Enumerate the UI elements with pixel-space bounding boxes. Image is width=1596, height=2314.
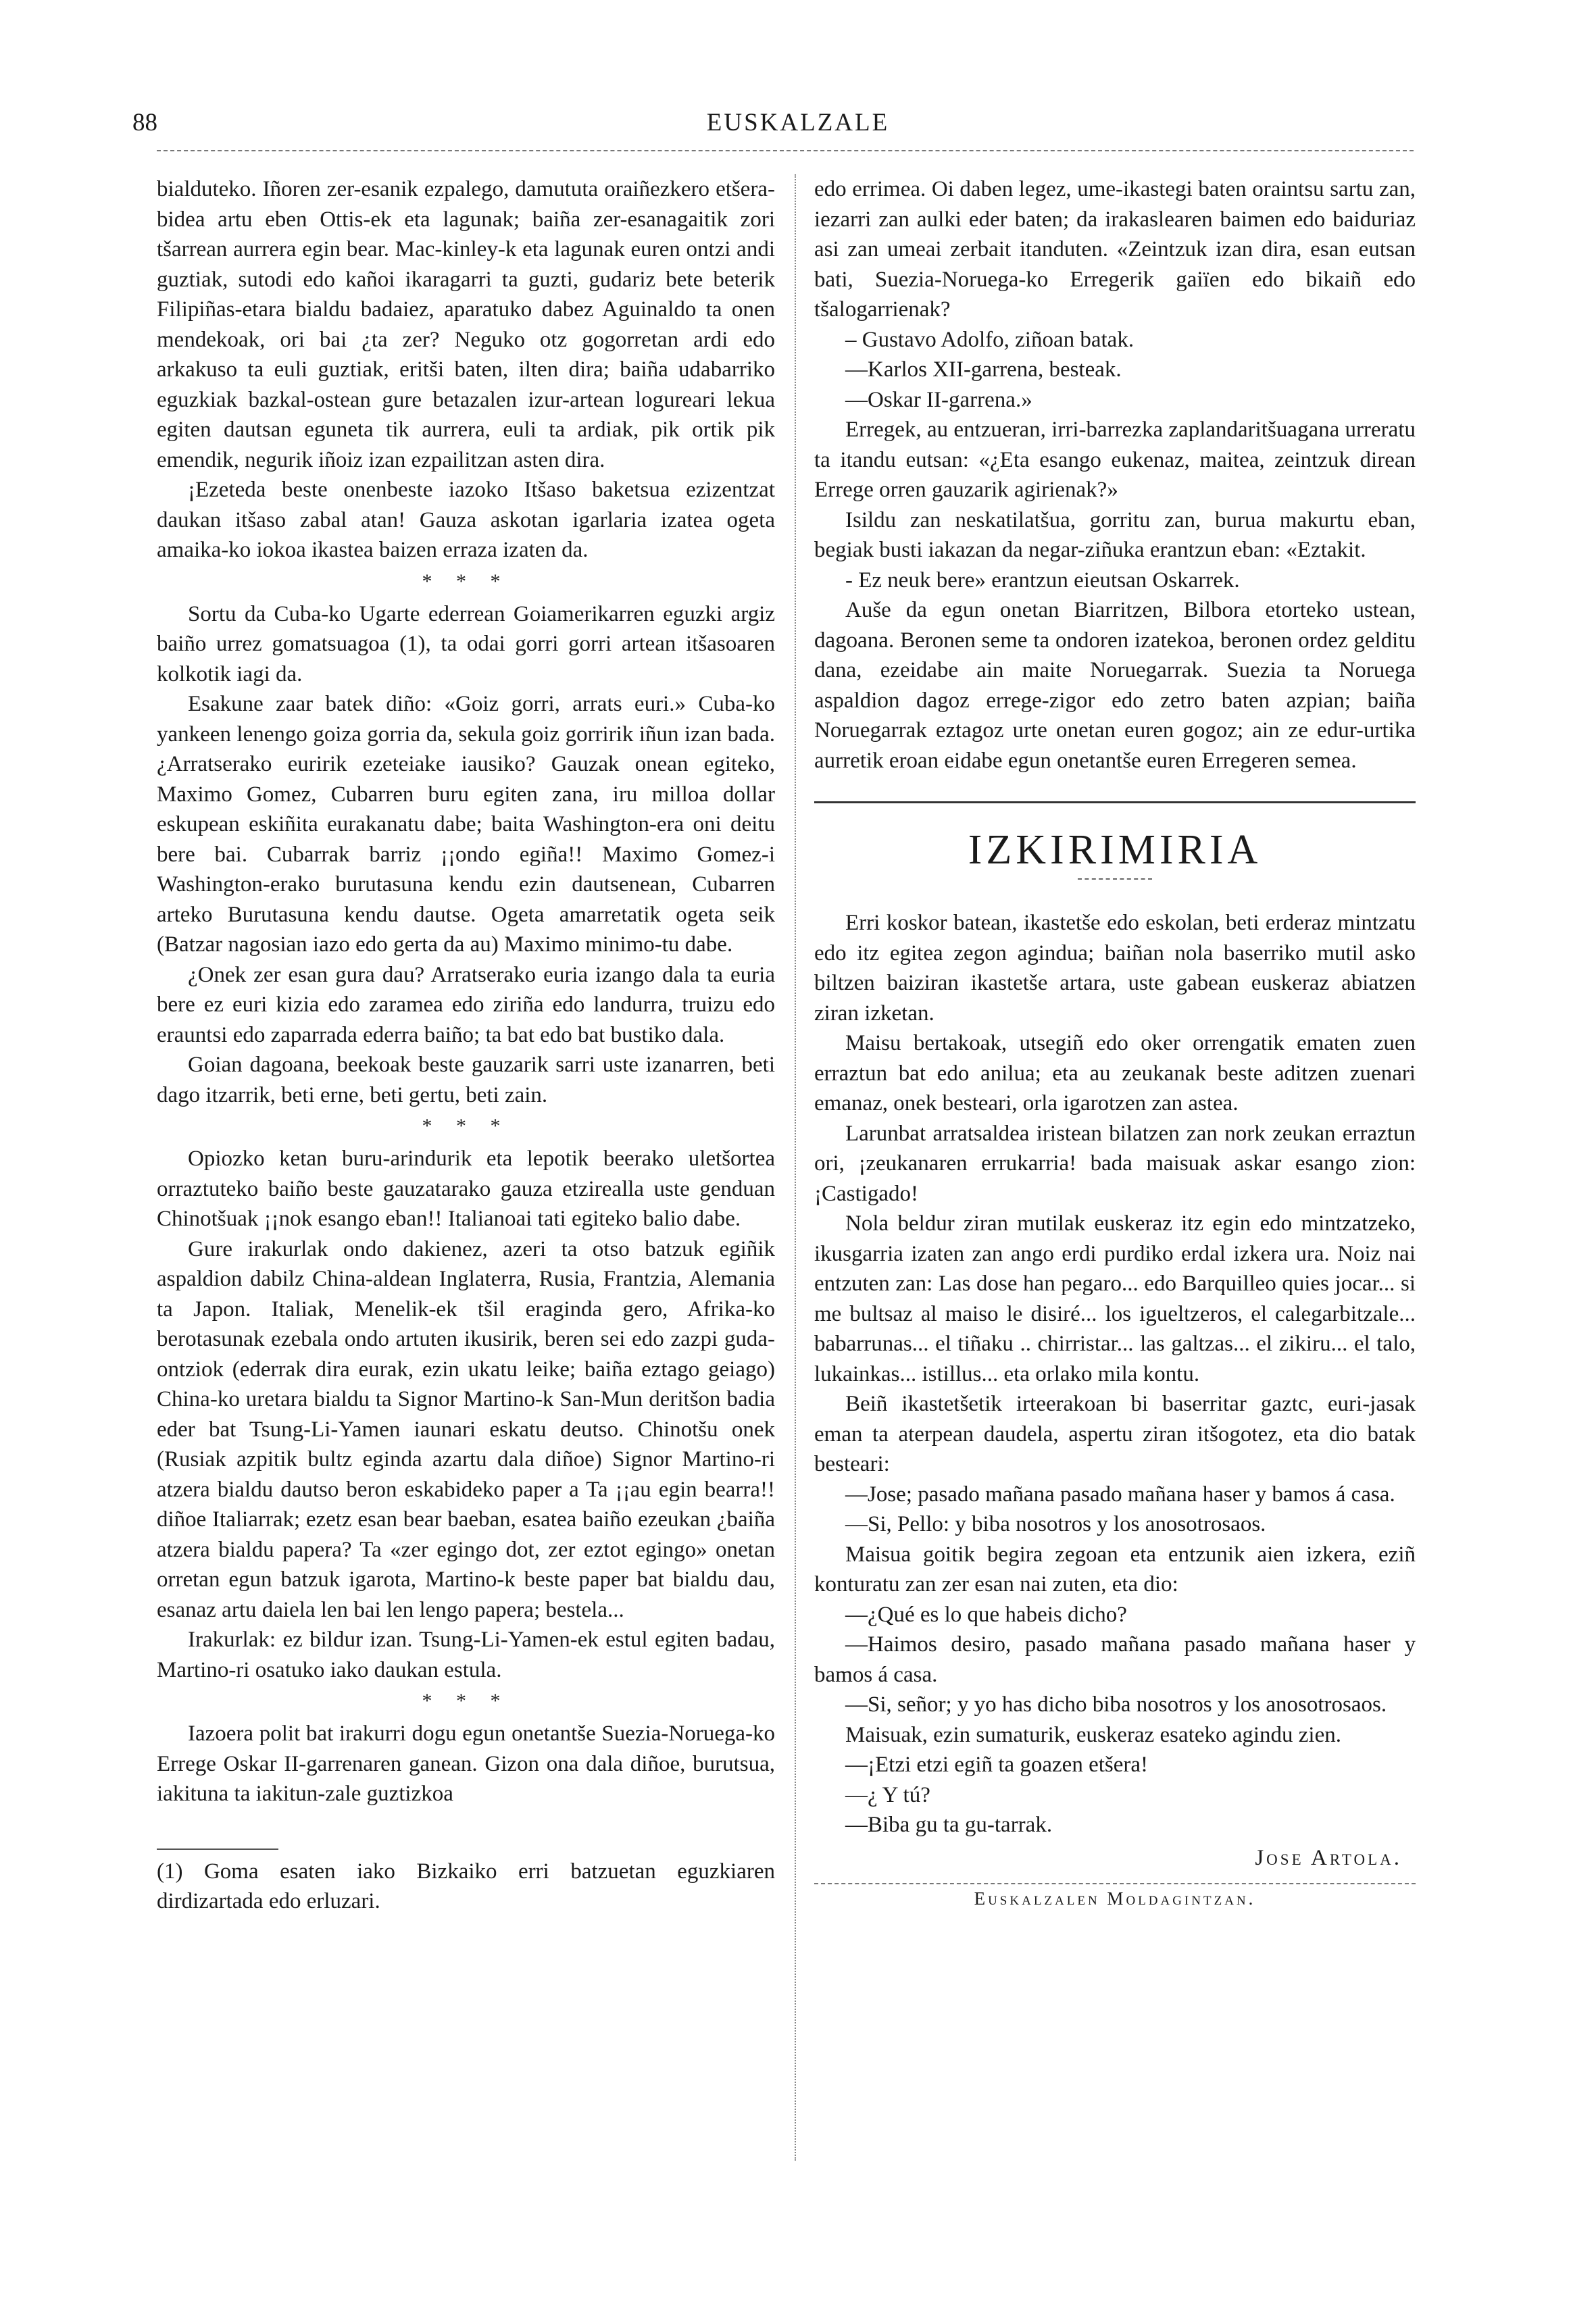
section-separator: * * *: [422, 1690, 510, 1712]
dialogue-line: - Ez neuk bere» erantzun eieutsan Oskarrek.: [845, 568, 1240, 593]
page-number: 88: [132, 109, 157, 136]
paragraph: Larunbat arratsaldea iristean bilatzen zan nork zeukan erraztun ori, ¡zeukanaren errukarria! bada maisuak askar esango zion: ¡Castigado!: [814, 1121, 1416, 1206]
dialogue-line: —Biba gu ta gu-tarrak.: [845, 1813, 1053, 1837]
colophon-rule: [814, 1883, 1416, 1884]
paragraph: Maisua goitik begira zegoan eta entzunik aien izkera, eziñ konturatu zan zer esan nai zuten, eta dio:: [814, 1542, 1416, 1596]
paragraph: Gure irakurlak ondo dakienez, azeri ta otso batzuk egiñik aspaldion dabilz China-aldean Inglaterra, Rusia, Frantzia, Alemania ta Japon. Italiak, Menelik-ek tšil eraginda gero, Afrika-ko berotasunak ezebala ondo artuten ikusirik, beren sei edo zazpi guda-ontziok (ederrak dira eurak, ezin ukatu leike; baiña eztago geiago) China-ko uretara bialdu ta Signor Martino-k San-Mun deritšon badia eder bat Tsung-Li-Yamen iaunari eskatu deutso. Chinotšu onek (Rusiak azpitik bultz egindа azartu dala diñoe) Signor Martino-ri atzera bialdu dautso beron eskabideko paper a Ta ¡¡au egin bearra!! diñoe Italiarrak; ezetz esan bear baeban, esatea baiño ezeukan ¿baiña atzera bialdu papera? Ta «zer egingo dot, zer eztot egingo» onetan orretan egun batzuk igarota, Martino-k beste paper bat bialdu dau, esanaz artu daiela len bai len lengo papera; bestela...: [157, 1236, 775, 1622]
dialogue-line: —Karlos XII-garrena, besteak.: [845, 357, 1122, 382]
dialogue-line: —Oskar II-garrena.»: [845, 387, 1032, 412]
paragraph: Beiñ ikastetšetik irteerakoan bi baserritar gaztc, euri-jasak eman ta aterpean daudela, aspertu ziran itšogotez, eta dio batak besteari:: [814, 1392, 1416, 1476]
section-separator: * * *: [422, 570, 510, 593]
paragraph: Goian dagoana, beekoak beste gauzarik sarri uste izanarren, beti dago itzarrik, beti erne, beti gertu, beti zain.: [157, 1053, 775, 1107]
dialogue-line: —Jose; pasado mañana pasado mañana haser y bamos á casa.: [845, 1482, 1395, 1507]
paragraph: Maisu bertakoak, utsegiñ edo oker orrengatik ematen zuen erraztun bat edo anilua; eta au zeukanak beste aditzen zuenari emanaz, onek besteari, orla igarotzen zan astea.: [814, 1031, 1416, 1115]
dialogue-line: —Si, señor; y yo has dicho biba nosotros y los anosotrosaos.: [845, 1692, 1387, 1717]
printer-colophon: Euskalzalen Moldagintzan.: [974, 1888, 1256, 1909]
paragraph: Opiozko ketan buru-arindurik eta lepotik beerako uletšortea orraztuteko baiño beste gauzatarako gauza etzirealla uste genduan Chinotšuak ¡¡nok esango eban!! Italianoai tati egiteko balio dabe.: [157, 1147, 775, 1231]
section-title: IZKIRIMIRIA: [968, 827, 1262, 873]
paragraph: Auše da egun onetan Biarritzen, Bilbora etorteko ustean, dagoana. Beronen seme ta ondoren izatekoa, beronen ordez gelditu dana, ezeidabe ain maite Noruegarrak. Suezia ta Noruega aspaldion dagoz errege-zigor edo zetro baten azpian; baiña Noruegarrak eztagoz urte onetan euren gogoz; ain ze edur-urtika aurretik eroan eidabe egun onetantše euren Erregeren semea.: [814, 598, 1416, 773]
right-column: [814, 174, 1416, 1909]
paragraph: Sortu da Cuba-ko Ugarte ederrean Goiamerikarren eguzki argiz baiño urrez gomatsuagoa (1), ta odai gorri gorri artean itšasoaren kolkotik iagi da.: [157, 601, 775, 686]
paragraph: Maisuak, ezin sumaturik, euskeraz esateko agindu zien.: [845, 1722, 1341, 1747]
dialogue-line: —Si, Pello: y biba nosotros y los anosotrosaos.: [845, 1512, 1266, 1536]
paragraph: Isildu zan neskatilatšua, gorritu zan, burua makurtu eban, begiak busti iakazan da negar-ziñuka erantzun eban: «Eztakit.: [814, 507, 1416, 562]
paragraph: Erregek, au entzueran, irri-barrezka zaplandaritšuagana urreratu ta itandu eutsan: «¿Eta esango eukenaz, maitea, zeintzuk direan Errege orren gauzarik agirienak?»: [814, 418, 1416, 502]
dialogue-line: – Gustavo Adolfo, ziñoan batak.: [845, 327, 1134, 352]
author-signature: Jose Artola.: [1255, 1845, 1402, 1870]
title-ornament: [1078, 878, 1152, 880]
paragraph: ¡Ezeteda beste onenbeste iazoko Itšaso baketsua ezizentzat daukan itšaso zabal atan! Gauza askotan igarlaria izatea ogeta amaika-ko iokoa ikastea baizen erraza izaten da.: [157, 478, 775, 562]
paragraph: Nola beldur ziran mutilak euskeraz itz egin edo mintzatzeko, ikusgarria izaten zan ango erdi purdiko erdal izkera ura. Noiz nai entzuten zan: Las dose han pegaro... edo Barquilleo quies jocar... si me bultsaz al maiso le disiré... los igueltzeros, el calegarbitzale... babarrunas... el tiñaku .. chirristar... las galtzas... el zikiru... el talo, lukainkas... istillus... eta orlako mila kontu.: [814, 1211, 1416, 1386]
footnote: (1) Goma esaten iako Bizkaiko erri batzuetan eguzkiaren dirdizartada edo erluzari.: [157, 1859, 775, 1913]
header-rule: [157, 150, 1414, 151]
paragraph: Irakurlak: ez bildur izan. Tsung-Li-Yamen-ek estul egiten badau, Martino-ri osatuko iako daukan estula.: [157, 1628, 775, 1682]
column-divider: [795, 174, 796, 2161]
paragraph: Esakune zaar batek diño: «Goiz gorri, arrats euri.» Cuba-ko yankeen lenengo goiza gorria da, sekula goiz gorririk iñun izan bada. ¿Arratserako euririk ezeteiake iausiko? Gauzak onean egiteko, Maximo Gomez, Cubarren buru egiten zana, iru milloa dollar eskupean eskiñita eurakanatu dabe; baita Washington-era oni deitu bere bai. Cubarrak barriz ¡¡ondo egiña!! Maximo Gomez-i Washington-erako burutasuna kendu ezin dautsenean, Cubarren arteko Burutasuna kendu dautse. Ogeta amarretatik ogeta seik (Batzar nagosian iazo edo gerta da au) Maximo minimo-tu dabe.: [157, 692, 775, 957]
paragraph: Erri koskor batean, ikastetše edo eskolan, beti erderaz mintzatu edo itz egitea zegon agindua; baiñan nola baserriko mutil asko biltzen baiziran ikastetše artara, uste gabean euskeraz abiatzen ziran izketan.: [814, 911, 1416, 1026]
footnote-rule: [157, 1848, 278, 1850]
paragraph: ¿Onek zer esan gura dau? Arratserako euria izango dala ta euria bere ez euri kizia edo zaramea edo ziriña edo landurra, truizu edo erauntsi edo zaparrada ederra baiño; ta bat edo bat bustiko dala.: [157, 962, 775, 1047]
dialogue-line: —¿ Y tú?: [845, 1782, 930, 1807]
section-separator: * * *: [422, 1115, 510, 1137]
paragraph: Iazoera polit bat irakurri dogu egun onetantše Suezia-Noruega-ko Errege Oskar II-garrenaren ganean. Gizon ona dala diñoe, burutsua, iakituna ta iakitun-zale guztizkoa: [157, 1721, 775, 1806]
paragraph: bialduteko. Iñoren zer-esanik ezpalego, damututa oraiñezkero etšera-bidea artu eben Ottis-ek eta lagunak; baiña zer-esanagaitik zori tšarrean aurrera egin bear. Mac-kinley-k eta lagunak euren ontzi andi guztiak, sutodi edo kañoi ikaragarri ta guzti, gudariz bete beterik Filipiñas-etara bialdu badaiez, aparatuko dabez Aguinaldo ta onen mendekoak, ori bai ¿ta zer? Neguko otz gogorretan ardi edo arkakuso ta euli guztiak, eritši baten, ilten dira; baiña udabarriko eguzkiak bazkal-ostean gure betazalen izur-artean logureari lekua egiten dautsan eguneta tik aurrera, euli ta ardiak, pik ortik pik emendik, negurik iñoiz izan ezpailitzan asten dira.: [157, 177, 775, 472]
dialogue-line: —¿Qué es lo que habeis dicho?: [845, 1602, 1127, 1627]
dialogue-line: —¡Etzi etzi egiñ ta goazen etšera!: [845, 1753, 1149, 1777]
paragraph: edo errimea. Oi daben legez, ume-ikastegi baten oraintsu sartu zan, iezarri zan aulki eder baten; da irakaslearen baimen edo baiduriaz asi zan umeai zerbait itanduten. «Zeintzuk izan dira, esan eutsan bati, Suezia-Noruega-ko Erregerik gaiïen edo bikaiñ edo tšalogarrienak?: [814, 177, 1416, 322]
running-title: EUSKALZALE: [706, 109, 890, 136]
section-rule: [814, 801, 1416, 803]
dialogue-line: —Haimos desiro, pasado mañana pasado mañana haser y bamos á casa.: [814, 1632, 1416, 1687]
left-column: [157, 174, 775, 1917]
